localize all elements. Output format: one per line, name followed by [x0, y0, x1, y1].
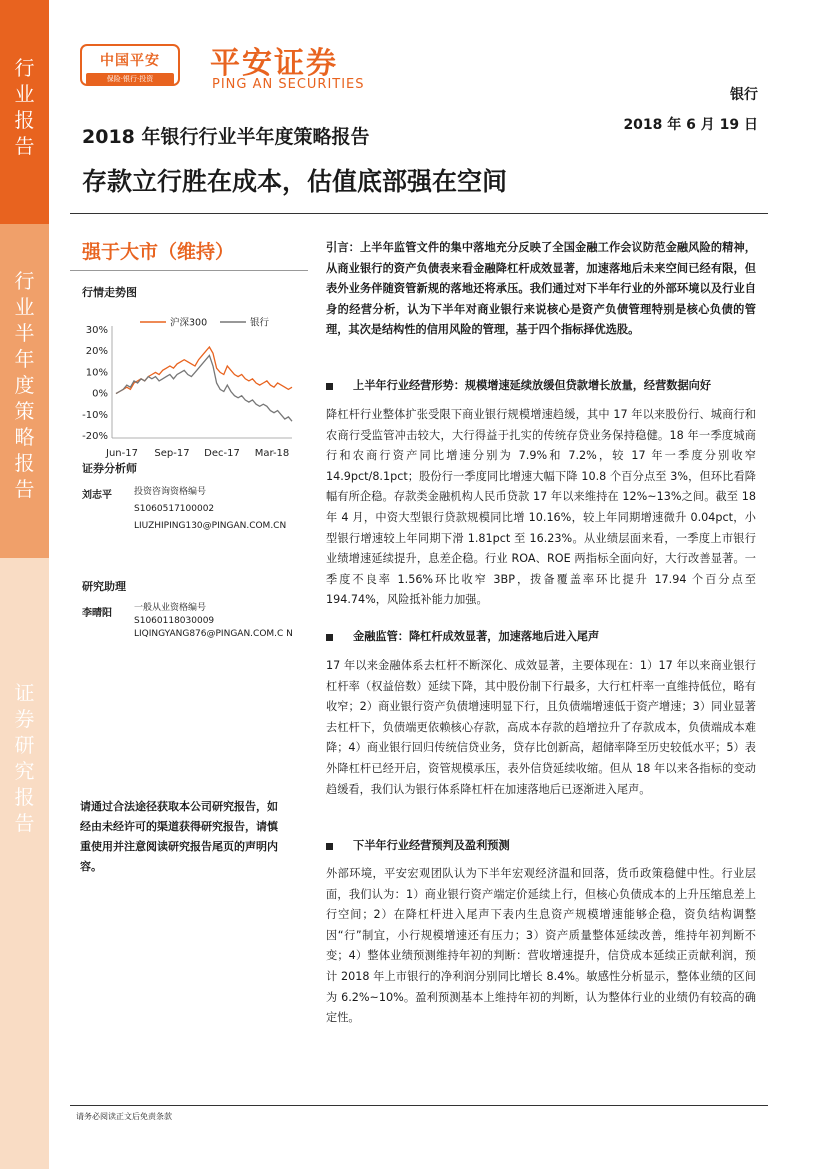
analyst-cert-label: 投资咨询资格编号	[134, 487, 207, 497]
chart-svg	[70, 300, 315, 460]
section-paragraph-2: 17 年以来金融体系去杠杆不断深化、成效显著，主要体现在：1）17 年以来商业银行杠杆率（权益倍数）延续下降，其中股份制下行最多，大行杠杆率一直维持低位，略有收窄；2）商业银行资产负债增速明显下行，且负债端增速低于资产增速；3）同业显著去杠杆下，负债端更依赖核心存款，高成本存款的趋增拉升了存款成本，负债端成本难降；4）商业银行回归传统信贷业务，贷存比创新高，超储率降至历史较低水平；5）表外降杠杆已经开启，资管规模承压，表外信贷延续收缩。但从 18 年以来各指标的变动趋缓看，我们认为银行体系降杠杆在加速落地后已逐渐进入尾声。	[326, 659, 756, 796]
section-heading-2-text: 金融监管：降杠杆成效显著，加速落地后进入尾声	[353, 630, 600, 643]
market-trend-chart	[70, 300, 315, 460]
footer-divider	[70, 1105, 768, 1106]
y-tick-label: 30%	[85, 325, 108, 336]
disclaimer-notice: 请通过合法途径获取本公司研究报告，如经由未经许可的渠道获得研究报告，请慎重使用并注意阅读研究报告尾页的声明内容。	[80, 800, 278, 873]
analyst-heading: 证券分析师	[82, 462, 137, 475]
y-tick-label: 0%	[92, 388, 108, 400]
assistant-name: 李晴阳	[82, 608, 112, 619]
section-heading-3	[326, 837, 510, 853]
rating-divider	[70, 270, 308, 271]
x-tick-label: Dec-17	[204, 448, 240, 459]
assistant-heading: 研究助理	[82, 580, 126, 593]
report-subtitle: 2018 年银行行业半年度策略报告	[82, 126, 370, 148]
bullet-square-icon	[326, 634, 333, 641]
section-paragraph-3: 外部环境，平安宏观团队认为下半年宏观经济温和回落，货币政策稳健中性。行业层面，我们认为：1）商业银行资产端定价延续上行，但核心负债成本的上升压缩息差上行空间；2）在降杠杆进入尾声下表内生息资产规模增速能够企稳，资负结构调整因“行”制宜，小行规模增速还有压力；3）资产质量整体延续改善，维持年初判断不变；4）整体业绩预测维持年初的判断：营收增速提升，信贷成本延续正贡献利润，预计 2018 年上市银行的净利润分别同比增长 8.4%。敏感性分析显示，整体业绩的区间为 6.2%~10%。盈利预测基本上维持年初的判断，认为整体行业的业绩仍有较高的确定性。	[326, 867, 756, 1025]
y-tick-label: 20%	[85, 346, 108, 358]
sidebar-section-report-type	[0, 0, 49, 224]
logo-sub: 保险·银行·投资	[86, 73, 174, 85]
y-tick-label: -20%	[82, 431, 108, 442]
analyst-name: 刘志平	[82, 490, 112, 501]
brand-name-cn: 平安证券	[210, 46, 338, 81]
section-heading-1-text: 上半年行业经营形势：规模增速延续放缓但贷款增长放量，经营数据向好	[353, 379, 712, 392]
sidebar-label-2: 行业半年度策略报告	[14, 269, 35, 501]
assistant-cert-number: S1060118030009	[134, 616, 215, 626]
series-line-1	[116, 347, 292, 394]
series-line-2	[116, 355, 292, 421]
bullet-square-icon	[326, 843, 333, 850]
sidebar-label-1: 行业报告	[14, 56, 35, 158]
rating: 强于大市（维持）	[82, 241, 235, 263]
sidebar-section-research	[0, 558, 49, 1169]
assistant-cert-label: 一般从业资格编号	[134, 603, 207, 613]
legend-label-1: 沪深300	[170, 317, 208, 329]
y-tick-label: -10%	[82, 409, 108, 421]
legend-label-2: 银行	[250, 317, 270, 329]
x-tick-label: Jun-17	[106, 448, 138, 459]
chart-heading: 行情走势图	[82, 286, 137, 299]
sidebar-section-strategy	[0, 224, 49, 558]
section-heading-2	[326, 628, 599, 644]
logo-cn: 中国平安	[100, 53, 160, 69]
analyst-email: LIUZHIPING130@PINGAN.COM.CN	[134, 521, 287, 531]
intro-paragraph: 引言：上半年监管文件的集中落地充分反映了全国金融工作会议防范金融风险的精神，从商业银行的资产负债表来看金融降杠杆成效显著，加速落地后未来空间已经有限，但表外业务伴随资管新规的落地还将承压。我们通过对下半年行业的外部环境以及行业自身的经营分析，认为下半年对商业银行来说核心是资产负债管理特别是核心负债的管理，其次是结构性的信用风险的管理，基于四个指标择优选股。	[326, 241, 756, 337]
footer-disclaimer: 请务必阅读正文后免责条款	[76, 1112, 172, 1121]
section-heading-3-text: 下半年行业经营预判及盈利预测	[353, 839, 510, 852]
header-divider	[70, 213, 768, 214]
pingan-group-logo	[80, 44, 180, 86]
assistant-info	[134, 602, 309, 641]
industry-label: 银行	[730, 87, 758, 103]
report-date: 2018 年 6 月 19 日	[623, 117, 758, 133]
analyst-info	[134, 484, 309, 535]
x-tick-label: Sep-17	[154, 448, 190, 459]
section-heading-1	[326, 377, 711, 393]
sidebar-label-3: 证券研究报告	[14, 681, 35, 835]
section-paragraph-1: 降杠杆行业整体扩张受限下商业银行规模增速趋缓，其中 17 年以来股份行、城商行和农商行受监管冲击较大，大行得益于扎实的传统存贷业务保持稳健。18 年一季度城商行和农商行资产同比增速分别为 7.9%和 7.2%，较 17 年一季度分别收窄 14.9pct/8.1pct；股份行一季度同比增速大幅下降 10.8 个百分点至 3%，但环比看降幅有所企稳。存款类金融机构人民币贷款 17 年以来维持在 12%~13%之间。截至 18 年 4 月，中资大型银行贷款规模同比增 10.16%，较上年同期增速微升 0.04pct，小型银行增速较上年同期下滑 1.81pct 至 16.23%。从业绩层面来看，一季度上市银行业绩增速延续提升，息差企稳。行业 ROA、ROE 两指标全面向好，大行改善显著。一季度不良率 1.56%环比收窄 3BP，拨备覆盖率环比提升 17.94 个百分点至 194.74%，风险抵补能力加强。	[326, 408, 756, 607]
x-tick-label: Mar-18	[254, 448, 290, 459]
analyst-cert-number: S1060517100002	[134, 504, 215, 514]
bullet-square-icon	[326, 383, 333, 390]
y-tick-label: 10%	[85, 367, 108, 379]
brand-name-en: PING AN SECURITIES	[212, 77, 365, 92]
report-title: 存款立行胜在成本，估值底部强在空间	[82, 167, 508, 196]
assistant-email: LIQINGYANG876@PINGAN.COM.C N	[134, 629, 293, 639]
